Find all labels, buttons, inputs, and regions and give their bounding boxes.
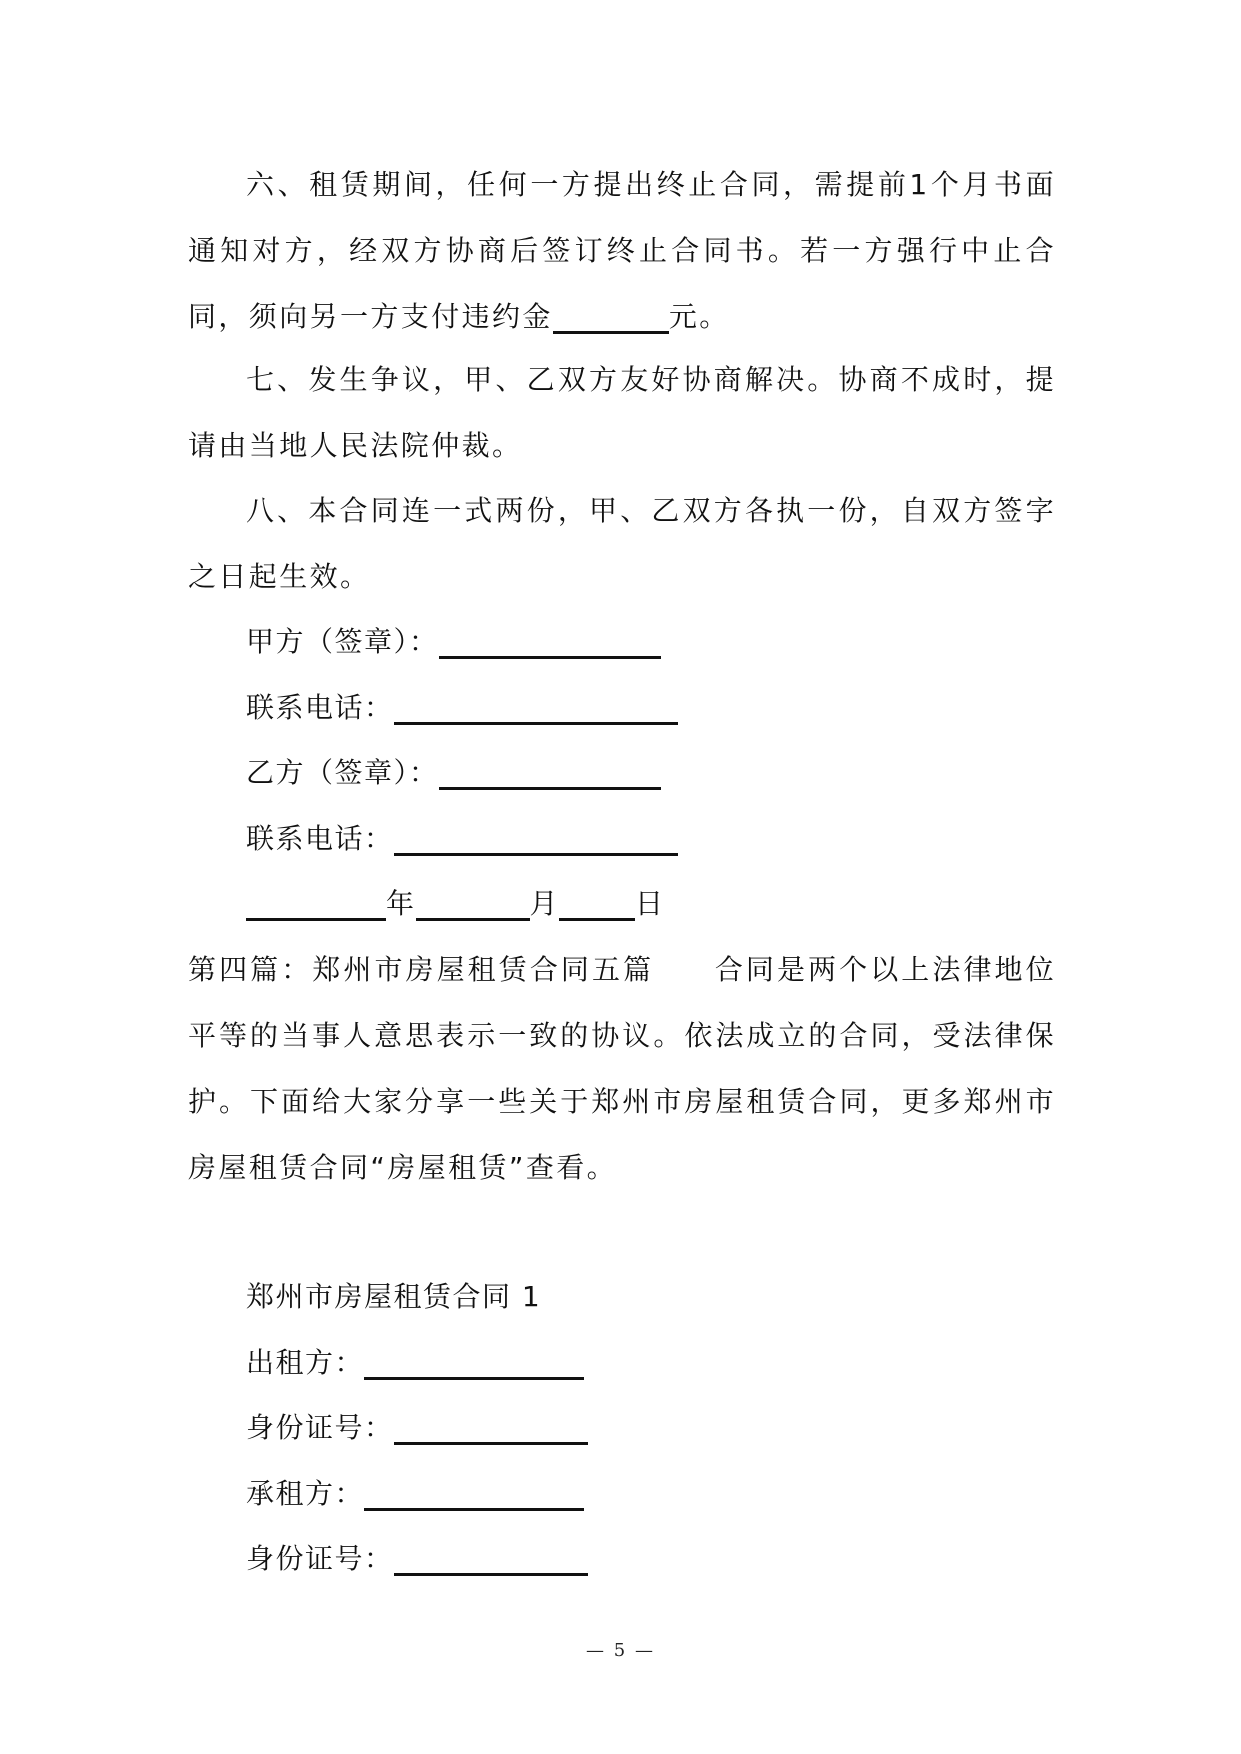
chapter-four-body: 合同是两个以上法律地位平等的当事人意思表示一致的协议。依法成立的合同，受法律保护。下面给大家分享一些关于郑州市房屋租赁合同，更多郑州市房屋租赁合同“房屋租赁”查看。 — [188, 953, 1056, 1184]
penalty-amount-blank — [553, 301, 669, 334]
party-a-phone-line — [246, 675, 678, 741]
lessee-label: 承租方： — [246, 1477, 365, 1510]
clause-eight: 八、本合同连一式两份，甲、乙双方各执一份，自双方签字之日起生效。 — [188, 494, 1056, 593]
party-b-phone-label: 联系电话： — [246, 822, 394, 855]
lessor-id-label: 身份证号： — [246, 1411, 394, 1444]
day-label: 日 — [635, 887, 665, 920]
party-b-phone-line — [246, 806, 678, 872]
date-line — [246, 871, 665, 937]
clause-six — [188, 152, 1056, 350]
lessor-label: 出租方： — [246, 1346, 365, 1379]
page-number: — 5 — — [586, 1640, 655, 1661]
month-label: 月 — [529, 887, 560, 920]
lessee-id-label: 身份证号： — [246, 1542, 394, 1575]
clause-six-text: 六、租赁期间，任何一方提出终止合同，需提前1个月书面通知对方，经双方协商后签订终止合同书。若一方强行中止合同，须向另一方支付违约金 — [188, 168, 1056, 333]
party-b-signature-blank — [439, 757, 661, 790]
year-label: 年 — [386, 887, 416, 920]
month-blank — [416, 888, 530, 921]
party-a-signature-label: 甲方（签章）： — [246, 625, 439, 658]
lessor-id-blank — [394, 1412, 588, 1445]
party-a-signature-blank — [439, 626, 661, 659]
clause-six-unit: 元。 — [668, 300, 730, 333]
lessee-id-line — [246, 1526, 588, 1592]
lessee-id-blank — [394, 1543, 588, 1576]
chapter-four-title: 第四篇：郑州市房屋租赁合同五篇 — [188, 953, 655, 986]
clause-seven: 七、发生争议，甲、乙双方友好协商解决。协商不成时，提请由当地人民法院仲裁。 — [188, 363, 1056, 462]
party-a-phone-label: 联系电话： — [246, 691, 394, 724]
lessee-blank — [364, 1478, 584, 1511]
contract-one-title: 郑州市房屋租赁合同 1 — [246, 1280, 542, 1313]
party-a-phone-blank — [394, 692, 678, 725]
lessor-blank — [364, 1347, 584, 1380]
lessor-line — [246, 1330, 584, 1396]
lessor-id-line — [246, 1395, 588, 1461]
party-a-signature-line — [246, 609, 661, 675]
party-b-phone-blank — [394, 823, 678, 856]
lessee-line — [246, 1461, 584, 1527]
chapter-four-paragraph — [188, 937, 1056, 1201]
party-b-signature-label: 乙方（签章）： — [246, 756, 439, 789]
party-b-signature-line — [246, 740, 661, 806]
year-blank — [246, 888, 386, 921]
day-blank — [559, 888, 635, 921]
